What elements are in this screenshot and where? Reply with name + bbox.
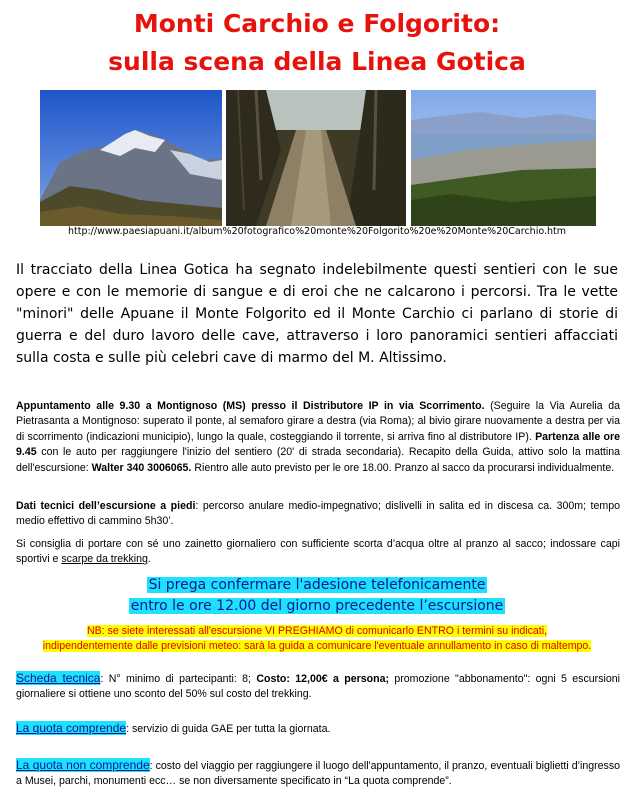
departure-time: Partenza alle ore 9.45 bbox=[16, 430, 620, 459]
excluded-paragraph bbox=[16, 758, 620, 790]
confirmation-line-2: entro le ore 12.00 del giorno precedente l’escursione bbox=[130, 598, 504, 614]
confirmation-notice bbox=[0, 575, 634, 617]
return-info: Rientro alle auto previsto per le ore 18.00. Pranzo al sacco da procurarsi individualmente. bbox=[191, 461, 615, 474]
forest-trail-photo bbox=[226, 90, 406, 226]
advice-text: Si consiglia di portare con sé uno zainetto giornaliero con sufficiente scorta d’acqua oltre al pranzo al sacco; indossare capi sportivi e bbox=[16, 538, 620, 566]
schedule-paragraph bbox=[16, 671, 620, 703]
technical-data-label: Dati tecnici dell’escursione a piedi bbox=[16, 500, 196, 512]
page-title-line-2: sulla scena della Linea Gotica bbox=[108, 47, 526, 76]
trekking-shoes-text: scarpe da trekking bbox=[61, 553, 148, 566]
technical-data-paragraph bbox=[16, 499, 620, 530]
guide-phone: Walter 340 3006065. bbox=[91, 461, 192, 474]
technical-data-text: : percorso anulare medio-impegnativo; dislivelli in salita ed in discesa ca. 300m; tempo medio effettivo di cammino 5h30’. bbox=[16, 500, 620, 528]
schedule-text-2: promozione "abbonamento": ogni 5 escursioni giornaliere si ottiene uno sconto del 50% sul costo del trekking. bbox=[16, 673, 620, 701]
appointment-heading: Appuntamento alle 9.30 a Montignoso (MS) presso il Distributore IP in via Scorrimento. bbox=[16, 400, 485, 412]
excluded-text: : costo del viaggio per raggiungere il luogo dell'appuntamento, il pranzo, eventuali biglietti d’ingresso a Musei, parchi, monumenti ecc… se non diversamente specificato in “La quota comprende”. bbox=[16, 760, 621, 788]
confirmation-line-1: Si prega confermare l'adesione telefonicamente bbox=[148, 577, 486, 593]
cost-text: Costo: 12,00€ a persona; bbox=[256, 673, 389, 685]
included-paragraph bbox=[16, 721, 620, 737]
appointment-directions: (Seguire la Via Aurelia da Pietrasanta a Montignoso: superato il ponte, al semaforo girare a destra (via Roma); al bivio girare nuovamente a destra per via di scorrimento (indicazioni municipio), lungo la quale, costeggiando il torrente, si arriva fino al distributore IP). bbox=[16, 400, 620, 443]
intro-paragraph: Il tracciato della Linea Gotica ha segnato indelebilmente questi sentieri con le sue opere e con le memorie di sangue e di eroi che ne calcarono i percorsi. Tra le vette "minori" delle Apuane il Monte Folgorito ed il Monte Carchio ci parlano di storie di guerra e del duro lavoro delle cave, attraverso i loro panoramici sentieri affacciati sulla costa e sulle più celebri cave di marmo del M. Altissimo. bbox=[16, 262, 618, 366]
photo-credit-link[interactable]: http://www.paesiapuani.it/album%20fotografico%20monte%20Folgorito%20e%20Monte%20Carchio.htm bbox=[67, 226, 567, 237]
appointment-paragraph bbox=[16, 399, 620, 476]
included-text: : servizio di guida GAE per tutta la giornata. bbox=[126, 723, 331, 735]
advice-end: . bbox=[147, 553, 151, 566]
nb-notice bbox=[0, 624, 634, 653]
coast-view-photo bbox=[411, 90, 596, 226]
nb-line-1: NB: se siete interessati all'escursione VI PREGHIAMO di comunicarlo ENTRO i termini su indicati, bbox=[86, 625, 548, 637]
departure-details: con le auto per raggiungere l'inizio del sentiero (20' di strada secondaria). Recapito della Guida, attivo solo la mattina dell'escursione: bbox=[16, 446, 620, 474]
nb-line-2: indipendentemente dalle previsioni meteo: sarà la guida a comunicare l'eventuale annullamento in caso di maltempo. bbox=[42, 639, 592, 652]
excluded-label: La quota non comprende bbox=[16, 758, 150, 772]
mountain-peak-photo bbox=[40, 90, 222, 226]
schedule-text-1: : N° minimo di partecipanti: 8; bbox=[100, 673, 257, 685]
page-title-line-1: Monti Carchio e Folgorito: bbox=[133, 9, 501, 38]
included-label: La quota comprende bbox=[16, 721, 127, 735]
schedule-label: Scheda tecnica bbox=[16, 671, 101, 685]
advice-paragraph bbox=[16, 537, 620, 568]
